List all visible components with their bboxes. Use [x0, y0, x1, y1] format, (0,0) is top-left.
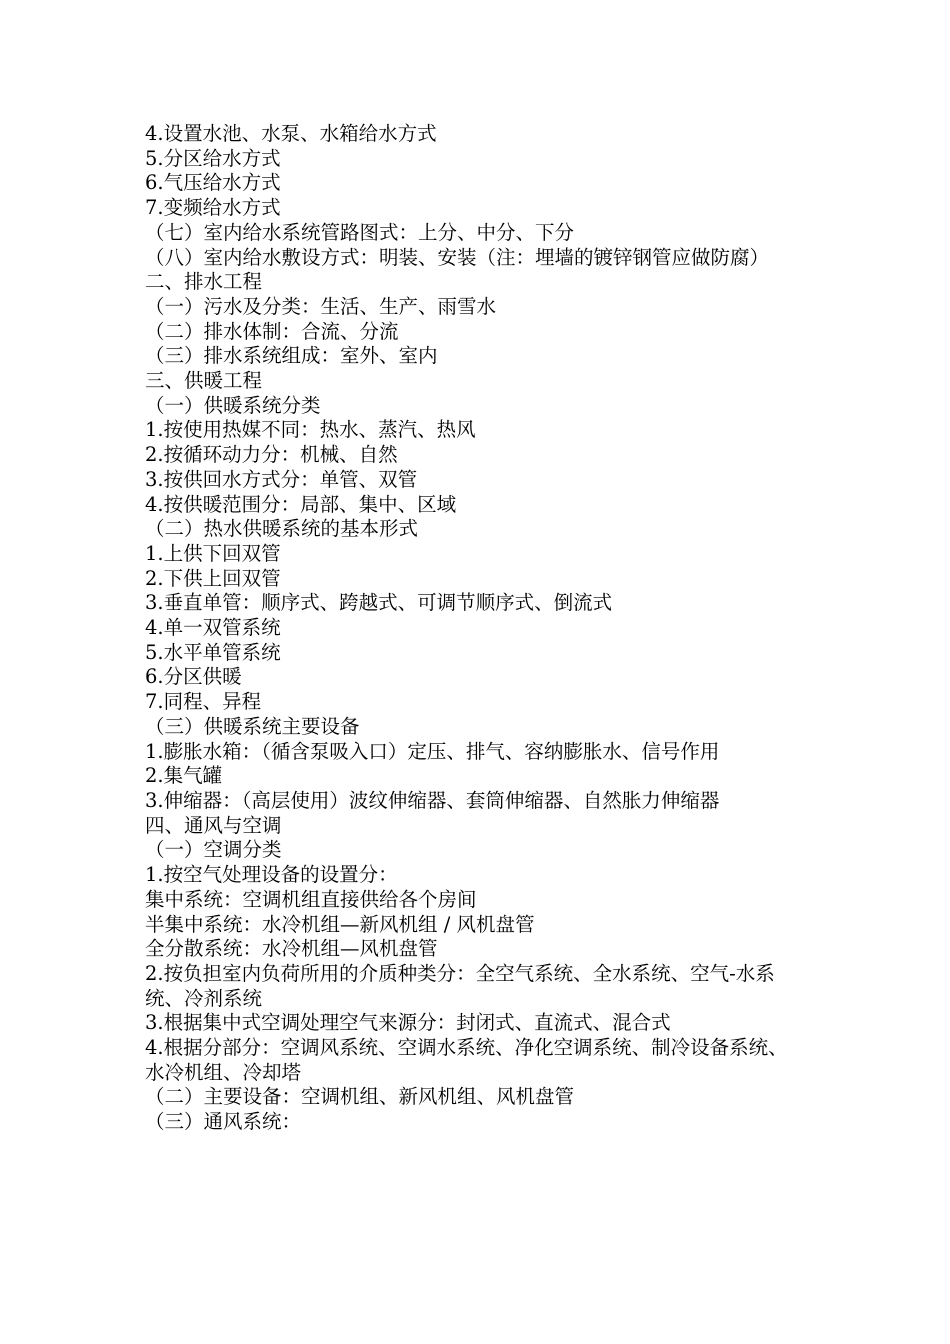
section-heading: 二、排水工程	[145, 270, 263, 294]
text-line: 2.下供上回双管	[145, 566, 281, 590]
text-line: （二）排水体制：合流、分流	[145, 319, 399, 343]
text-line: （一）空调分类	[145, 838, 282, 862]
text-line: 半集中系统：水冷机组—新风机组 / 风机盘管	[145, 912, 535, 936]
text-line: 7.变频给水方式	[145, 196, 281, 220]
text-line: 3.根据集中式空调处理空气来源分：封闭式、直流式、混合式	[145, 1011, 671, 1035]
text-line: 3.垂直单管：顺序式、跨越式、可调节顺序式、倒流式	[145, 591, 613, 615]
text-line: 3.伸缩器：（高层使用）波纹伸缩器、套筒伸缩器、自然胀力伸缩器	[145, 788, 720, 812]
section-heading: 三、供暖工程	[145, 369, 263, 393]
document-body	[145, 122, 795, 1135]
text-line: 4.根据分部分：空调风系统、空调水系统、净化空调系统、制冷设备系统、水冷机组、冷却塔	[145, 1036, 788, 1084]
text-line: 6.分区供暖	[145, 665, 242, 689]
text-line: （八）室内给水敷设方式：明装、安装（注：埋墙的镀锌钢管应做防腐）	[145, 245, 770, 269]
text-line: 集中系统：空调机组直接供给各个房间	[145, 887, 477, 911]
text-line: 2.集气罐	[145, 764, 223, 788]
text-line: 3.按供回水方式分：单管、双管	[145, 467, 418, 491]
text-line: 1.按空气处理设备的设置分：	[145, 863, 398, 887]
text-line: 5.水平单管系统	[145, 640, 281, 664]
text-line: 全分散系统：水冷机组—风机盘管	[145, 937, 438, 961]
text-line: 1.按使用热媒不同：热水、蒸汽、热风	[145, 418, 476, 442]
text-line: 7.同程、异程	[145, 690, 262, 714]
text-line: （三）供暖系统主要设备	[145, 714, 360, 738]
text-line: （一）污水及分类：生活、生产、雨雪水	[145, 294, 497, 318]
text-line: 1.膨胀水箱：（循含泵吸入口）定压、排气、容纳膨胀水、信号作用	[145, 739, 720, 763]
text-line: 6.气压给水方式	[145, 171, 281, 195]
text-line: （三）排水系统组成：室外、室内	[145, 344, 438, 368]
text-line: （二）热水供暖系统的基本形式	[145, 517, 419, 541]
text-line: 4.设置水池、水泵、水箱给水方式	[145, 122, 437, 145]
text-line: 4.按供暖范围分：局部、集中、区域	[145, 492, 457, 516]
text-line: （二）主要设备：空调机组、新风机组、风机盘管	[145, 1085, 575, 1109]
text-line: 5.分区给水方式	[145, 146, 281, 170]
text-line: 2.按循环动力分：机械、自然	[145, 443, 398, 467]
text-line: 4.单一双管系统	[145, 616, 281, 640]
text-line: 1.上供下回双管	[145, 541, 281, 565]
text-line: （一）供暖系统分类	[145, 393, 321, 417]
section-heading: 四、通风与空调	[145, 813, 282, 837]
text-line: 2.按负担室内负荷所用的介质种类分：全空气系统、全水系统、空气-水系统、冷剂系统	[145, 961, 775, 1010]
text-line: （七）室内给水系统管路图式：上分、中分、下分	[145, 220, 575, 244]
text-line: （三）通风系统：	[145, 1110, 302, 1134]
